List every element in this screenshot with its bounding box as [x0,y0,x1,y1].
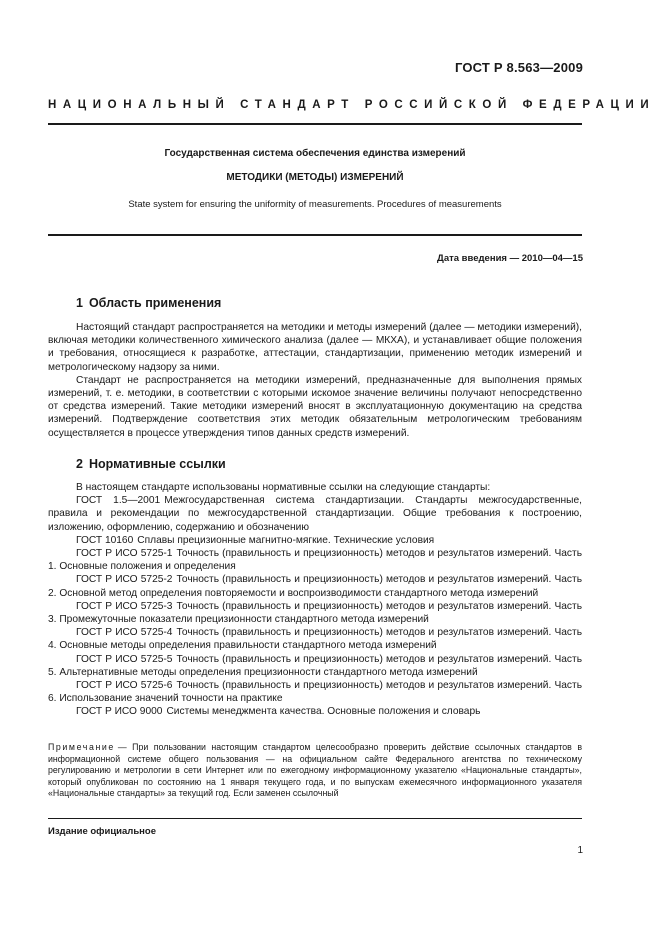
document-title: МЕТОДИКИ (МЕТОДЫ) ИЗМЕРЕНИЙ [226,172,404,183]
reference-code: ГОСТ 10160 [76,534,134,546]
reference-title: Сплавы прецизионные магнитно-мягкие. Технические условия [137,534,435,546]
reference-code: ГОСТ Р ИСО 9000 [76,706,163,718]
reference-item [48,534,582,547]
note-text: — При пользовании настоящим стандартом целесообразно проверить действие ссылочных стандартов в информационной системе общего пользования — на официальном сайте Федерального агентства по техническому регулированию и метрологии в сети Интернет или по ежегодному информационному указателю «Национальные стандарты», который опубликован по состоянию на 1 января текущего года, и по выпускам ежемесячного информационного указателя «Национальные стандарты» за текущий год. Если заменен ссылочный [48,742,582,799]
reference-item [48,573,582,599]
reference-code: ГОСТ Р ИСО 5725-2 [76,574,173,586]
title-divider [48,234,582,236]
reference-item [48,494,582,534]
edition-label: Издание официальное [48,826,156,837]
reference-title: Точность (правильность и прецизионность) методов и результатов измерений. Часть 5. Альтернативные методы определения прецизионности стандартного метода измерений [48,653,582,678]
reference-item [48,626,582,652]
reference-item [48,705,582,718]
reference-title: Межгосударственная система стандартизации. Стандарты межгосударственные, правила и рекомендации по межгосударственной стандартизации. Общие требования к построению, изложению, оформлению, содержанию и обозначению [48,495,582,533]
reference-code: ГОСТ Р ИСО 5725-5 [76,653,173,665]
reference-code: ГОСТ Р ИСО 5725-6 [76,680,173,692]
section-number: 2 [76,457,83,471]
reference-title: Точность (правильность и прецизионность) методов и результатов измерений. Часть 6. Использование значений точности на практике [48,680,582,705]
section-heading [76,296,221,310]
paragraph: Стандарт не распространяется на методики измерений, предназначенные для выполнения прямых измерений, т. е. методики, в соответствии с которыми искомое значение величины получают непосредственно от средства измерений. Такие методики измерений вносят в эксплуатационную документацию на средства измерений. Подтверждение соответствия этих методик обязательным метрологическим требованиям осуществляется в процессе утверждения типов данных средств измерений. [48,374,582,439]
standard-id: ГОСТ Р 8.563—2009 [454,60,583,75]
section-body [48,321,582,440]
reference-title: Точность (правильность и прецизионность) методов и результатов измерений. Часть 4. Основные методы определения правильности стандартного метода измерений [48,627,582,652]
section-title: Нормативные ссылки [88,457,226,471]
national-standard-heading: НАЦИОНАЛЬНЫЙ СТАНДАРТ РОССИЙСКОЙ ФЕДЕРАЦИИ [48,99,656,111]
reference-title: Точность (правильность и прецизионность) методов и результатов измерений. Часть 3. Промежуточные показатели прецизионности стандартного метода измерений [48,600,582,626]
reference-code: ГОСТ Р ИСО 5725-3 [76,600,173,612]
paragraph: В настоящем стандарте использованы нормативные ссылки на следующие стандарты: [76,482,491,493]
reference-item [48,600,582,626]
reference-item [48,679,582,705]
reference-item [48,547,582,573]
section-heading [76,457,226,471]
note [48,742,582,800]
section-title: Область применения [88,296,222,310]
reference-title: Системы менеджмента качества. Основные положения и словарь [166,706,481,718]
note-label: Примечание [48,742,115,752]
reference-title: Точность (правильность и прецизионность) методов и результатов измерений. Часть 1. Основные положения и определения [48,548,582,573]
english-title: State system for ensuring the uniformity of measurements. Procedures of measurements [128,199,502,210]
reference-code: ГОСТ Р ИСО 5725-4 [76,627,173,639]
introduction-date: Дата введения — 2010—04—15 [437,253,583,264]
system-title: Государственная система обеспечения единства измерений [164,148,466,159]
page-number: 1 [577,845,583,856]
footer-divider [48,818,582,819]
top-divider [48,123,582,125]
reference-item [48,653,582,679]
section-number: 1 [76,296,83,310]
reference-code: ГОСТ Р ИСО 5725-1 [76,548,173,560]
reference-code: ГОСТ 1.5—2001 [76,495,161,507]
section-body [48,481,582,719]
paragraph: Настоящий стандарт распространяется на методики и методы измерений (далее — методики измерений), включая методики количественного химического анализа (далее — МКХА), и устанавливает общие положения и требования, относящиеся к разработке, аттестации, стандартизации, применению методик измерений и метрологическому надзору за ними. [48,322,582,373]
reference-title: Точность (правильность и прецизионность) методов и результатов измерений. Часть 2. Основной метод определения повторяемости и воспроизводимости стандартного метода измерений [48,574,582,599]
